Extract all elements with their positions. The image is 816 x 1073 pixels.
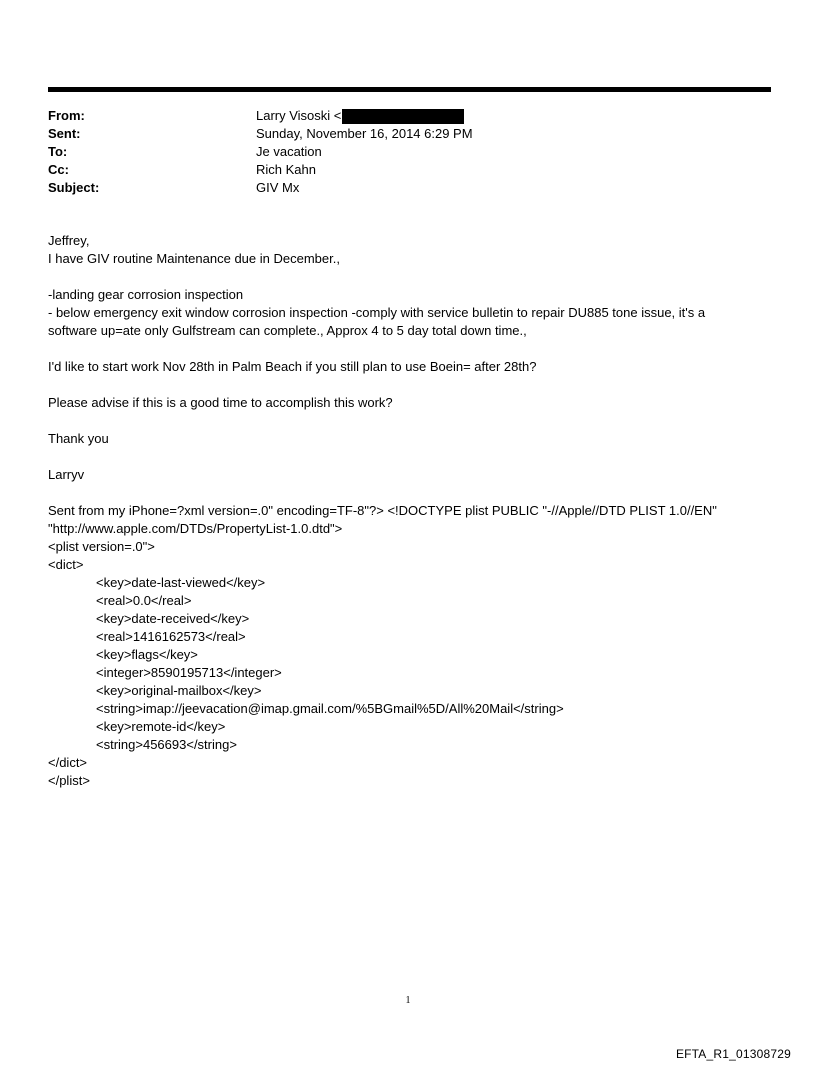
from-row <box>48 107 473 125</box>
plist-entry: <real>0.0</real> <box>96 593 192 608</box>
plist-entry: <integer>8590195713</integer> <box>96 665 282 680</box>
from-value: Larry Visoski < <box>256 108 342 123</box>
plist-open-tag: <plist version=.0"> <box>48 539 155 554</box>
plist-entry: <string>imap://jeevacation@imap.gmail.com/%5BGmail%5D/All%20Mail</string> <box>96 701 564 716</box>
sent-label: Sent: <box>48 126 81 141</box>
schedule-request: I'd like to start work Nov 28th in Palm Beach if you still plan to use Boein= after 28th? <box>48 359 537 374</box>
redaction-block <box>342 109 464 124</box>
cc-row <box>48 161 473 179</box>
sent-row <box>48 125 473 143</box>
intro-line: I have GIV routine Maintenance due in December., <box>48 251 340 266</box>
plist-entry: <key>original-mailbox</key> <box>96 683 262 698</box>
to-label: To: <box>48 144 68 159</box>
sent-value: Sunday, November 16, 2014 6:29 PM <box>256 126 473 141</box>
subject-value: GIV Mx <box>256 180 300 195</box>
sent-from-line: "http://www.apple.com/DTDs/PropertyList-1.0.dtd"> <box>48 521 343 536</box>
plist-entry: <key>remote-id</key> <box>96 719 226 734</box>
page-number: 1 <box>405 995 411 1006</box>
email-header <box>48 107 473 197</box>
maintenance-item: -landing gear corrosion inspection <box>48 287 244 302</box>
to-row <box>48 143 473 161</box>
from-label: From: <box>48 108 85 123</box>
maintenance-item-continued: software up=ate only Gulfstream can complete., Approx 4 to 5 day total down time., <box>48 323 527 338</box>
dict-open-tag: <dict> <box>48 557 84 572</box>
thanks-line: Thank you <box>48 431 109 446</box>
document-id: EFTA_R1_01308729 <box>675 1047 791 1061</box>
maintenance-item: - below emergency exit window corrosion inspection -comply with service bulletin to repair DU885 tone issue, it's a <box>48 305 706 320</box>
from-value-wrapper <box>256 107 464 125</box>
to-value: Je vacation <box>256 144 322 159</box>
sent-from-line: Sent from my iPhone=?xml version=.0" encoding=TF-8"?> <!DOCTYPE plist PUBLIC "-//Apple//DTD PLIST 1.0//EN" <box>48 503 717 518</box>
plist-close-tag: </plist> <box>48 773 90 788</box>
signature: Larryv <box>48 467 85 482</box>
plist-entry: <key>date-last-viewed</key> <box>96 575 266 590</box>
header-divider <box>48 87 771 92</box>
email-body <box>48 232 768 790</box>
plist-entry: <key>date-received</key> <box>96 611 250 626</box>
subject-row <box>48 179 473 197</box>
plist-entry: <real>1416162573</real> <box>96 629 246 644</box>
dict-close-tag: </dict> <box>48 755 88 770</box>
plist-entry: <string>456693</string> <box>96 737 237 752</box>
subject-label: Subject: <box>48 180 100 195</box>
greeting: Jeffrey, <box>48 233 90 248</box>
advice-question: Please advise if this is a good time to accomplish this work? <box>48 395 393 410</box>
cc-label: Cc: <box>48 162 69 177</box>
plist-entry: <key>flags</key> <box>96 647 198 662</box>
cc-value: Rich Kahn <box>256 162 316 177</box>
